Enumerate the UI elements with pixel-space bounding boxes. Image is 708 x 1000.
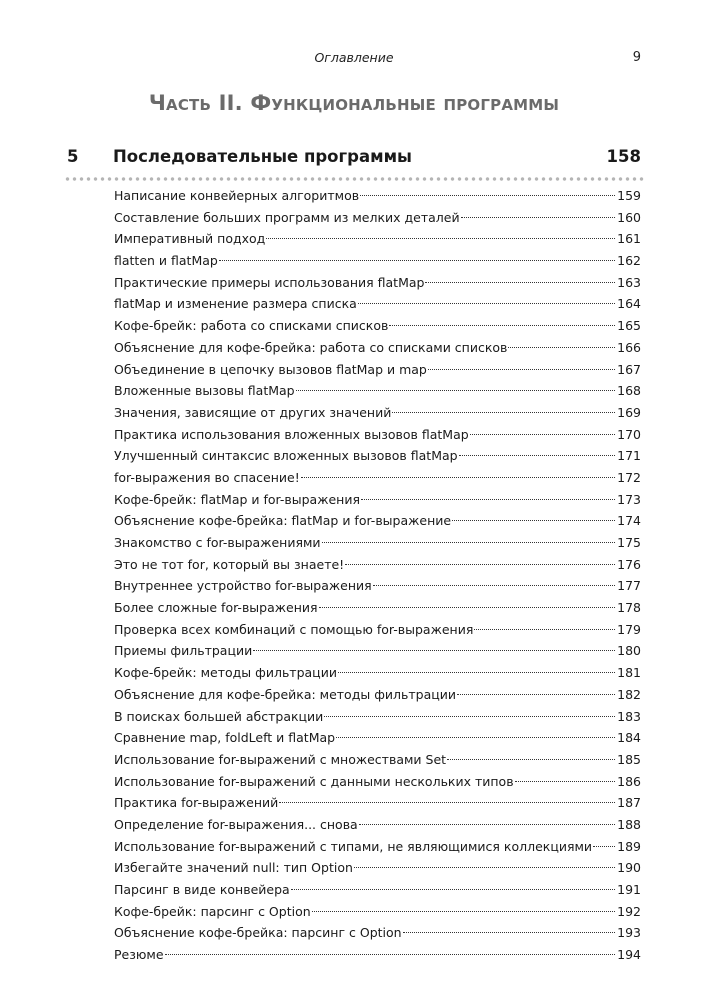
toc-dot-leader <box>312 911 615 912</box>
toc-dot-leader <box>336 737 615 738</box>
toc-entry-title: Значения, зависящие от других значений <box>114 404 392 420</box>
toc-entry-page-number: 170 <box>617 426 641 442</box>
toc-entry-page-number: 162 <box>617 253 641 269</box>
toc-dot-leader <box>508 347 615 348</box>
toc-dot-leader <box>319 607 616 608</box>
toc-entry-title: Кофе-брейк: методы фильтрации <box>114 665 337 681</box>
chapter-title: Последовательные программы <box>113 147 412 166</box>
toc-entry[interactable] <box>114 619 641 641</box>
toc-entry[interactable] <box>114 315 641 337</box>
toc-dot-leader <box>301 477 615 478</box>
toc-entry-title: flatMap и изменение размера списка <box>114 296 357 312</box>
toc-entry[interactable] <box>114 640 641 662</box>
toc-entry[interactable] <box>114 293 641 315</box>
toc-entry-title: Объяснение для кофе-брейка: методы фильтрации <box>114 686 456 702</box>
toc-dot-leader <box>459 455 616 456</box>
toc-entry[interactable] <box>114 250 641 272</box>
toc-entry-title: Определение for-выражения... снова <box>114 816 358 832</box>
toc-entry-page-number: 174 <box>617 513 641 529</box>
toc-dot-leader <box>322 542 616 543</box>
toc-dot-leader <box>165 954 616 955</box>
toc-entry[interactable] <box>114 554 641 576</box>
toc-entry-page-number: 188 <box>617 816 641 832</box>
toc-dot-leader <box>361 499 615 500</box>
toc-entry-page-number: 181 <box>617 665 641 681</box>
toc-entry-title: Кофе-брейк: парсинг с Option <box>114 903 311 919</box>
toc-entry[interactable] <box>114 662 641 684</box>
toc-entry[interactable] <box>114 836 641 858</box>
toc-dot-leader <box>428 369 615 370</box>
toc-dot-leader <box>457 694 615 695</box>
toc-entry-title: Резюме <box>114 947 164 963</box>
toc-entry-page-number: 164 <box>617 296 641 312</box>
toc-dot-leader <box>354 867 615 868</box>
toc-entry-page-number: 187 <box>617 795 641 811</box>
toc-entry-page-number: 182 <box>617 686 641 702</box>
chapter-page-number: 158 <box>606 147 641 166</box>
toc-entry[interactable] <box>114 489 641 511</box>
toc-entry[interactable] <box>114 272 641 294</box>
toc-entry-page-number: 172 <box>617 469 641 485</box>
running-header <box>0 50 708 70</box>
toc-dot-leader <box>403 932 616 933</box>
toc-entry-title: Избегайте значений null: тип Option <box>114 860 353 876</box>
toc-entry-page-number: 194 <box>617 947 641 963</box>
toc-entry-title: Вложенные вызовы flatMap <box>114 383 295 399</box>
toc-entry-page-number: 165 <box>617 318 641 334</box>
page-number: 9 <box>632 50 641 65</box>
toc-entry-page-number: 177 <box>617 578 641 594</box>
toc-entry[interactable] <box>114 792 641 814</box>
chapter-number: 5 <box>67 147 79 166</box>
toc-entry[interactable] <box>114 185 641 207</box>
toc-entry-page-number: 183 <box>617 708 641 724</box>
toc-entry-page-number: 193 <box>617 925 641 941</box>
toc-entry[interactable] <box>114 380 641 402</box>
toc-entry-title: Более сложные for-выражения <box>114 600 318 616</box>
toc-dot-leader <box>360 195 615 196</box>
toc-entry-title: Внутреннее устройство for-выражения <box>114 578 372 594</box>
toc-dot-leader <box>425 282 615 283</box>
toc-entry[interactable] <box>114 228 641 250</box>
toc-dot-leader <box>296 390 616 391</box>
toc-dot-leader <box>266 238 615 239</box>
toc-entry[interactable] <box>114 597 641 619</box>
toc-entry-title: Знакомство с for-выражениями <box>114 535 321 550</box>
toc-entry-title: Объяснение для кофе-брейка: работа со списками списков <box>114 339 508 355</box>
toc-dot-leader <box>474 629 615 630</box>
toc-dot-leader <box>359 824 615 825</box>
toc-entry[interactable] <box>114 749 641 771</box>
toc-entry[interactable] <box>114 684 641 706</box>
toc-dot-leader <box>324 716 615 717</box>
toc-entry-title: Проверка всех комбинаций с помощью for-выражения <box>114 621 474 637</box>
toc-entry-page-number: 185 <box>617 751 641 767</box>
toc-entry-title: Написание конвейерных алгоритмов <box>114 188 360 203</box>
toc-entry-title: Парсинг в виде конвейера <box>114 882 290 897</box>
part-title: Часть II. Функциональные программы <box>148 91 560 115</box>
toc-entry-title: Объяснение кофе-брейка: flatMap и for-выражение <box>114 513 452 529</box>
toc-entry-title: Приемы фильтрации <box>114 643 253 659</box>
toc-entry-page-number: 171 <box>617 448 641 464</box>
toc-dot-leader <box>345 564 615 565</box>
toc-dot-leader <box>373 585 615 586</box>
toc-entry[interactable] <box>114 207 641 229</box>
toc-entry-page-number: 168 <box>617 383 641 399</box>
toc-entry[interactable] <box>114 857 641 879</box>
toc-entry-page-number: 178 <box>617 600 641 616</box>
toc-entry-title: Императивный подход <box>114 231 266 247</box>
toc-entry-title: Кофе-брейк: работа со списками списков <box>114 318 389 334</box>
toc-entry-title: Улучшенный синтаксис вложенных вызовов flatMap <box>114 448 458 464</box>
toc-entry-page-number: 192 <box>617 903 641 919</box>
toc-dot-leader <box>593 846 615 847</box>
toc-entry-page-number: 163 <box>617 274 641 290</box>
toc-entry[interactable] <box>114 771 641 793</box>
chapter-heading[interactable] <box>67 147 641 173</box>
toc-entry-page-number: 179 <box>617 621 641 637</box>
toc-dot-leader <box>447 759 615 760</box>
toc-entry-title: Объединение в цепочку вызовов flatMap и map <box>114 361 427 377</box>
toc-entry-page-number: 191 <box>617 882 641 897</box>
toc-entry[interactable] <box>114 424 641 446</box>
toc-entry[interactable] <box>114 532 641 554</box>
toc-entry[interactable] <box>114 727 641 749</box>
toc-list <box>114 185 641 966</box>
toc-entry-page-number: 186 <box>617 773 641 789</box>
toc-entry-title: Это не тот for, который вы знаете! <box>114 556 345 572</box>
toc-entry[interactable] <box>114 510 641 532</box>
running-title: Оглавление <box>314 50 394 65</box>
toc-dot-leader <box>452 520 615 521</box>
toc-entry-page-number: 160 <box>617 209 641 225</box>
toc-entry-title: Кофе-брейк: flatMap и for-выражения <box>114 491 360 507</box>
toc-entry-title: Практические примеры использования flatMap <box>114 274 425 290</box>
toc-dot-leader <box>279 802 615 803</box>
toc-dot-leader <box>291 889 615 890</box>
chapter-dotted-rule <box>64 176 644 182</box>
toc-dot-leader <box>219 260 615 261</box>
toc-entry-title: Практика for-выражений <box>114 795 279 811</box>
toc-entry-title: flatten и flatMap <box>114 253 218 269</box>
toc-entry-page-number: 173 <box>617 491 641 507</box>
toc-dot-leader <box>253 650 615 651</box>
toc-dot-leader <box>338 672 615 673</box>
toc-entry[interactable] <box>114 879 641 901</box>
toc-entry-page-number: 190 <box>617 860 641 876</box>
toc-entry-title: for-выражения во спасение! <box>114 469 300 485</box>
toc-entry-title: Сравнение map, foldLeft и flatMap <box>114 730 336 746</box>
toc-dot-leader <box>461 217 616 218</box>
toc-entry-page-number: 166 <box>617 339 641 355</box>
toc-entry[interactable] <box>114 337 641 359</box>
toc-entry-title: Использование for-выражений с данными нескольких типов <box>114 773 514 789</box>
toc-entry-title: Использование for-выражений с множествами Set <box>114 751 447 767</box>
toc-entry[interactable] <box>114 922 641 944</box>
toc-entry[interactable] <box>114 575 641 597</box>
toc-entry-title: Объяснение кофе-брейка: парсинг с Option <box>114 925 402 941</box>
toc-entry-page-number: 175 <box>617 535 641 550</box>
toc-entry-page-number: 169 <box>617 404 641 420</box>
toc-entry-title: В поисках большей абстракции <box>114 708 324 724</box>
toc-entry-page-number: 189 <box>617 838 641 854</box>
toc-entry-page-number: 161 <box>617 231 641 247</box>
toc-dot-leader <box>515 781 616 782</box>
toc-entry[interactable] <box>114 445 641 467</box>
toc-entry-page-number: 159 <box>617 188 641 203</box>
toc-entry[interactable] <box>114 944 641 966</box>
toc-entry[interactable] <box>114 706 641 728</box>
toc-entry-page-number: 184 <box>617 730 641 746</box>
toc-entry-page-number: 167 <box>617 361 641 377</box>
toc-entry-title: Использование for-выражений с типами, не являющимися коллекциями <box>114 838 593 854</box>
toc-entry[interactable] <box>114 402 641 424</box>
toc-entry[interactable] <box>114 359 641 381</box>
toc-dot-leader <box>392 412 615 413</box>
toc-dot-leader <box>389 325 615 326</box>
toc-entry-page-number: 176 <box>617 556 641 572</box>
toc-entry-title: Составление больших программ из мелких деталей <box>114 209 460 225</box>
toc-entry-page-number: 180 <box>617 643 641 659</box>
toc-entry[interactable] <box>114 901 641 923</box>
toc-entry[interactable] <box>114 467 641 489</box>
toc-entry-title: Практика использования вложенных вызовов flatMap <box>114 426 469 442</box>
toc-dot-leader <box>358 303 615 304</box>
toc-entry[interactable] <box>114 814 641 836</box>
toc-dot-leader <box>470 434 615 435</box>
